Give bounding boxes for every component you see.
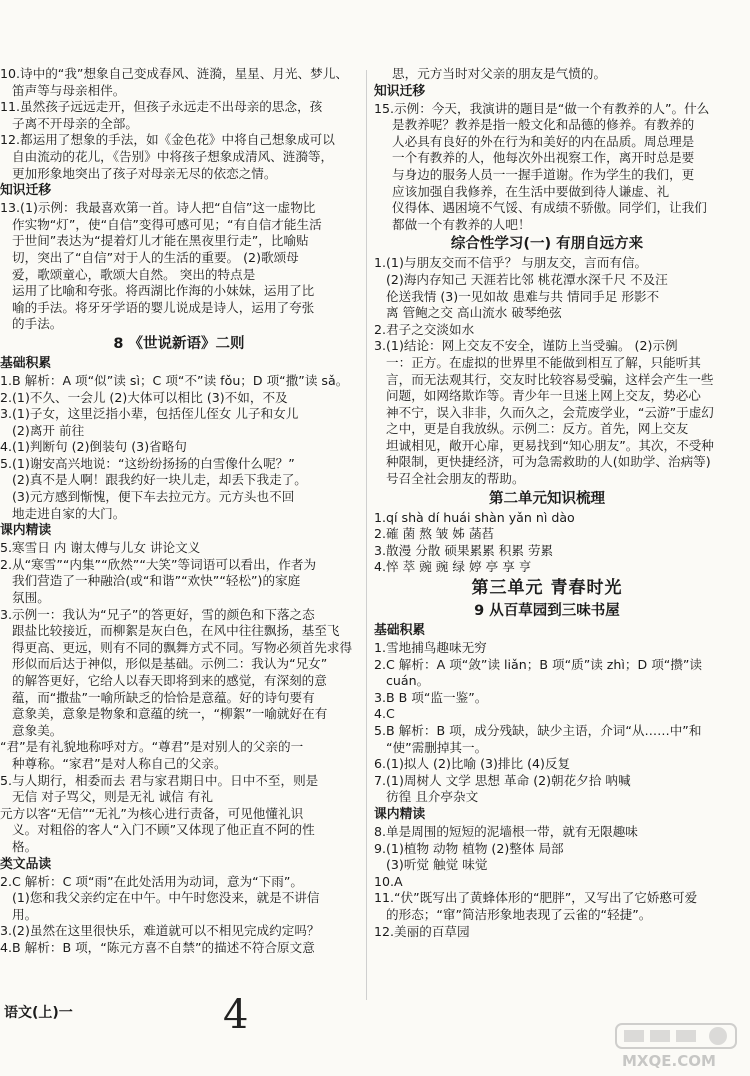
text-line: 13.(1)示例：我最喜欢第一首。诗人把“自信”这一虚物比 — [0, 200, 316, 216]
text-line: 一个有教养的人，他每次外出视察工作，离开时总是要 — [392, 150, 695, 166]
text-line: 3.(1)子女，这里泛指小辈，包括侄儿侄女 儿子和女儿 — [0, 406, 299, 422]
text-line: 子离不开母亲的全部。 — [12, 115, 138, 131]
text-line: 4.(1)判断句 (2)倒装句 (3)省略句 — [0, 439, 187, 455]
text-line: cuán。 — [386, 673, 430, 689]
text-line: 2.从“寒雪”“内集”“欣然”“大笑”等词语可以看出，作者为 — [0, 556, 317, 572]
text-line: 9.(1)植物 动物 植物 (2)整体 局部 — [374, 840, 564, 856]
section-heading: 课内精读 — [0, 523, 52, 539]
text-line: 自由流动的花儿，《告别》中将孩子想象成清风、涟漪等， — [12, 148, 334, 164]
unit-title: 第三单元 青春时光 — [471, 578, 623, 599]
text-line: 更加形象地突出了孩子对母亲无尽的依恋之情。 — [12, 165, 277, 181]
section-heading: 课内精读 — [374, 806, 426, 822]
text-line: 12.美丽的百草园 — [374, 923, 470, 939]
text-line: 2.(1)不久、一会儿 (2)大体可以相比 (3)不如，不及 — [0, 389, 288, 405]
text-line: (2)海内存知己 天涯若比邻 桃花潭水深千尺 不及汪 — [386, 271, 668, 287]
column-divider — [366, 70, 367, 1000]
text-line: 的形态；“窜”简洁形象地表现了云雀的“轻捷”。 — [386, 906, 652, 922]
text-line: (3)元方感到惭愧，便下车去拉元方。元方头也不回 — [12, 489, 295, 505]
text-line: 爱，歌颂童心，歌颂大自然。 突出的特点是 — [12, 266, 256, 282]
text-line: 问题，如网络欺诈等。青少年一旦迷上网上交友，势必心 — [386, 388, 701, 404]
section-heading: 基础积累 — [374, 623, 426, 639]
section-heading: 知识迁移 — [374, 83, 426, 99]
text-line: 得更高、更远，则有不同的飘舞方式不同。写物必须首先求得 — [12, 639, 353, 655]
text-line: 15.示例：今天，我演讲的题目是“做一个有教养的人”。什么 — [374, 100, 710, 116]
text-line: (2)离开 前往 — [12, 422, 85, 438]
text-line: 1.B 解析：A 项“似”读 sì；C 项“不”读 fǒu；D 项“撒”读 sǎ。 — [0, 372, 349, 388]
text-line: 跟盐比较接近，而柳絮是灰白色，在风中往往飘扬，基至飞 — [12, 623, 340, 639]
text-line: 5.寒雪日 内 谢太傅与儿女 讲论文义 — [0, 540, 201, 556]
text-line: 11.“伏”既写出了黄蜂体形的“肥胖”，又写出了它娇憨可爱 — [374, 890, 698, 906]
text-line: 2.C 解析：A 项“敛”读 liǎn；B 项“质”读 zhì；D 项“攒”读 — [374, 656, 703, 672]
chapter-title: 9 从百草园到三味书屋 — [474, 603, 620, 620]
text-line: 作实物“灯”，使“自信”变得可感可见；“有自信才能生活 — [12, 216, 322, 232]
text-line: 用。 — [12, 906, 38, 922]
text-line: 5.与人期行，相委而去 君与家君期日中。日中不至，则是 — [0, 772, 319, 788]
chapter-title: 第二单元知识梳理 — [489, 490, 605, 507]
right-column — [374, 66, 720, 940]
left-column — [0, 66, 358, 957]
text-line: 3.(1)结论：网上交友不安全，谨防上当受骗。 (2)示例 — [374, 338, 678, 354]
text-line: 与身边的服务人员一一握手道谢。作为学生的我们，更 — [392, 166, 695, 182]
section-heading: 知识迁移 — [0, 183, 52, 199]
text-line: 仪得体、遇困境不气馁、有成绩不骄傲。同学们，让我们 — [392, 200, 707, 216]
text-line: 离 管鲍之交 高山流水 破琴绝弦 — [386, 305, 562, 321]
text-line: 的解答更好，它给人以春天即将到来的感觉，有深刻的意 — [12, 673, 327, 688]
text-line: 6.(1)拟人 (2)比喻 (3)排比 (4)反复 — [374, 756, 571, 772]
text-line: 1.qí shà dí huái shàn yǎn nì dào — [374, 509, 575, 525]
text-line: 4.悴 萃 豌 豌 绿 婷 亭 享 亨 — [374, 559, 532, 575]
text-line: 种限制，更快捷经济，可为急需救助的人(如助学、治病等) — [386, 454, 711, 470]
text-line: “君”是有礼貌地称呼对方。“尊君”是对别人的父亲的一 — [0, 739, 304, 755]
text-line: 喻的手法。将牙牙学语的婴儿说成是诗人，运用了夸张 — [12, 299, 315, 315]
text-line: 都做一个有教养的人吧！ — [392, 216, 531, 232]
text-line: 3.散漫 分散 硕果累累 积累 劳累 — [374, 542, 554, 558]
text-line: 地走进自家的大门。 — [12, 505, 126, 521]
chapter-title: 综合性学习(一) 有朋自远方来 — [450, 236, 644, 253]
text-line: 的手法。 — [12, 316, 63, 332]
text-line: 彷徨 且介亭杂文 — [386, 789, 479, 805]
watermark-logo — [614, 1020, 744, 1072]
text-line: 是教养呢？教养是指一般文化和品德的修养。有教养的 — [392, 117, 695, 133]
text-line: 义。对粗俗的客人“入门不顾”又体现了他正直不阿的性 — [12, 822, 315, 838]
section-heading: 基础积累 — [0, 355, 52, 371]
text-line: 一：正方。在虚拟的世界里不能做到相互了解，只能听其 — [386, 354, 701, 370]
text-line: 意象美，意象是物象和意蕴的统一，“柳絮”一喻就好在有 — [12, 706, 328, 722]
text-line: (1)您和我父亲约定在中午。中午时您没来，就是不讲信 — [12, 890, 320, 906]
text-line: 12.都运用了想象的手法，如《金色花》中将自己想象成可以 — [0, 132, 335, 148]
text-line: 2.君子之交淡如水 — [374, 321, 475, 337]
page-footer-label: 语文(上)一 — [4, 1005, 73, 1021]
text-line: 意象美。 — [12, 722, 63, 738]
section-heading: 类文品读 — [0, 856, 52, 872]
text-line: 无信 对子骂父，则是无礼 诚信 有礼 — [12, 789, 213, 805]
text-line: 形似而后达于神似，形似是基础。示例二：我认为“兄女” — [12, 656, 328, 672]
text-line: 10.诗中的“我”想象自己变成春风、涟漪，星星、月光、梦儿、 — [0, 66, 348, 81]
text-line: 3.(2)虽然在这里很快乐，难道就可以不相见完成约定吗？ — [0, 923, 320, 939]
text-line: 氛围。 — [12, 590, 50, 606]
text-line: 5.B 解析：B 项，成分残缺，缺少主语，介词“从……中”和 — [374, 723, 702, 738]
text-line: “使”需删掉其一。 — [386, 739, 488, 755]
text-line: 格。 — [12, 838, 38, 854]
text-line: 伦送我情 (3)一见如故 患难与共 情同手足 形影不 — [386, 288, 660, 304]
text-line: 5.(1)谢安高兴地说：“这纷纷扬扬的白雪像什么呢？” — [0, 455, 295, 471]
text-line: 2.C 解析：C 项“雨”在此处活用为动词，意为“下雨”。 — [0, 873, 303, 889]
text-line: 11.虽然孩子远远走开，但孩子永远走不出母亲的思念，孩 — [0, 99, 323, 115]
text-line: 8.单是周围的短短的泥墙根一带，就有无限趣味 — [374, 823, 638, 839]
text-line: 10.A — [374, 873, 403, 889]
text-line: 7.(1)周树人 文学 思想 革命 (2)朝花夕拾 呐喊 — [374, 772, 631, 788]
text-line: 坦诚相见，敞开心扉，更易找到“知心朋友”。其次，不受种 — [386, 437, 714, 453]
text-line: (2)真不是人啊！跟我约好一块儿走，却丢下我走了。 — [12, 472, 307, 488]
text-line: 3.B B 项“监一鉴”。 — [374, 689, 488, 705]
text-line: (3)听觉 触觉 味觉 — [386, 857, 488, 873]
text-line: 1.雪地捕鸟趣味无穷 — [374, 640, 487, 656]
text-line: 运用了比喻和夸张。将西湖比作海的小妹妹，运用了比 — [12, 283, 315, 299]
text-line: 元方以客“无信”“无礼”为核心进行责备，可见他懂礼识 — [0, 805, 304, 821]
text-line: 2.確 菌 熬 皱 姊 菡萏 — [374, 526, 495, 542]
text-line: 3.示例一：我认为“兄子”的答更好，雪的颜色和下落之态 — [0, 606, 315, 622]
text-line: 4.C — [374, 706, 395, 722]
text-line: 思，元方当时对父亲的朋友是气愤的。 — [392, 66, 607, 81]
text-line: 人必具有良好的外在行为和美好的内在品质。周总理是 — [392, 133, 695, 149]
text-line: 1.(1)与朋友交而不信乎？ 与朋友交，言而有信。 — [374, 255, 648, 271]
chapter-title: 8 《世说新语》二则 — [113, 335, 245, 352]
text-line: 言，而无法观其行，交友时比较容易受骗，这样会产生一些 — [386, 371, 714, 387]
text-line: 之中，更是自我放纵。示例二：反方。首先，网上交友 — [386, 421, 689, 437]
text-line: 号召全社会朋友的帮助。 — [386, 471, 525, 487]
text-line: 笛声等与母亲相伴。 — [12, 82, 126, 98]
text-line: 切，突出了“自信”对于人的生活的重要。 (2)歌颂母 — [12, 249, 299, 265]
text-line: 我们营造了一种融洽(或“和谐”“欢快”“轻松”)的家庭 — [12, 573, 301, 589]
text-line: 应该加强自我修养，在生活中要做到待人谦虚、礼 — [392, 183, 670, 199]
handwritten-page-number: 4 — [223, 992, 249, 1038]
watermark-text: MXQE.COM — [622, 1052, 716, 1070]
text-line: 神不宁，误入非非，久而久之，会荒废学业，“云游”于虚幻 — [386, 404, 714, 420]
text-line: 于世间”表达为“提着灯儿才能在黑夜里行走”，比喻贴 — [12, 233, 309, 249]
text-line: 种尊称。“家君”是对人称自己的父亲。 — [12, 755, 227, 771]
text-line: 蕴，而“撒盐”一喻所缺乏的恰恰是意蕴。好的诗句要有 — [12, 689, 315, 705]
text-line: 4.B 解析：B 项，“陈元方喜不自禁”的描述不符合原文意 — [0, 939, 315, 955]
